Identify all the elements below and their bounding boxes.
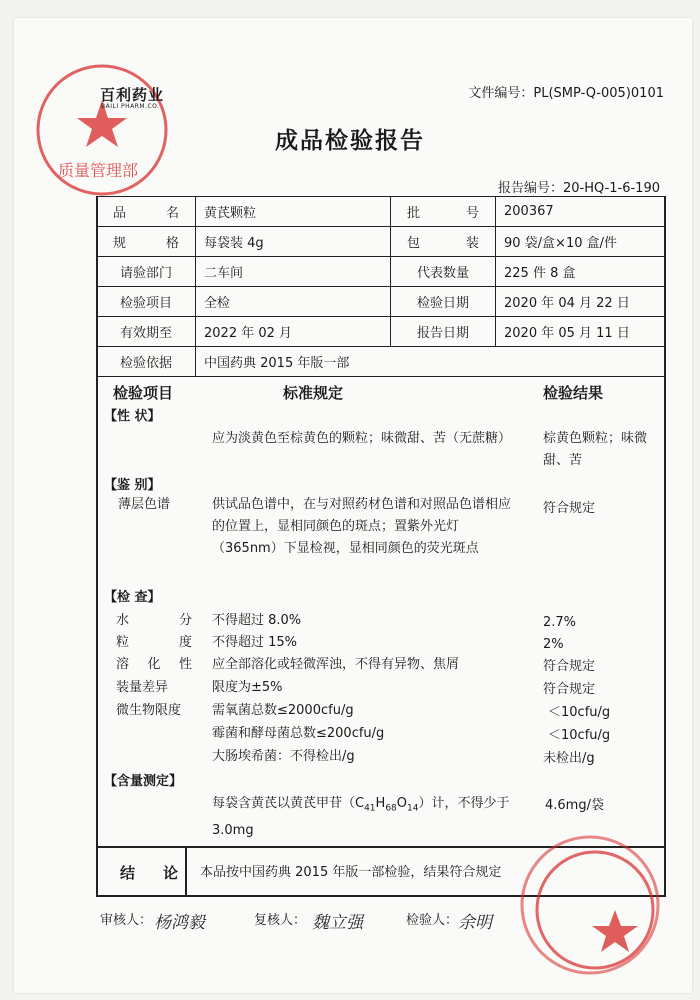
- stamp-left-text: 质量管理部: [58, 161, 139, 180]
- identification-result: 符合规定: [543, 501, 596, 516]
- inspection-result: 2%: [543, 637, 564, 652]
- batch-number: 200367: [496, 197, 666, 227]
- checker-signature: 魏立强: [312, 913, 363, 933]
- inspection-result: ＜10cfu/g: [548, 705, 611, 720]
- section-assay: 【含量测定】: [104, 774, 183, 789]
- conclusion-label: 结 论: [120, 864, 178, 882]
- inspection-result: ＜10cfu/g: [548, 728, 611, 743]
- inspection-item: 水 分: [116, 613, 192, 628]
- inspection-result: 2.7%: [543, 615, 577, 630]
- inspection-standard: 限度为±5%: [212, 680, 283, 695]
- checker-label: 复核人：: [254, 913, 307, 928]
- product-info-table: 品 名 黄芪颗粒 批 号 200367 规 格 每袋装 4g 包 装 90 袋/盒×10 盒/件 请验部门 二车间 代表数量 225 件 8 盒 检验项目 全检 检验日期 2020 年 04 月 22 日 有效期至 2022 年 02 月 报告日期 2020 年 05 月 11 日 检验依据 中国药典 2015 年版一部: [96, 196, 666, 377]
- star-icon: [592, 910, 638, 952]
- product-name: 黄芪颗粒: [196, 197, 391, 227]
- assay-standard: 每袋含黄芪以黄芪甲苷$(C_{41}H_{68}O_{14})$计，不得少于 3.0mg: [212, 796, 510, 838]
- reviewer-label: 审核人：: [100, 913, 153, 928]
- inspection-result: 未检出/g: [543, 751, 595, 766]
- report-number: 报告编号：20-HQ-1-6-190: [497, 181, 660, 196]
- inspection-item: 粒 度: [116, 635, 192, 650]
- column-result: 检验结果: [543, 384, 604, 402]
- inspection-standard: 应全部溶化或轻微浑浊，不得有异物、焦屑: [212, 657, 460, 672]
- appearance-standard: 应为淡黄色至棕黄色的颗粒；味微甜、苦（无蔗糖）: [212, 431, 512, 446]
- identification-standard: 供试品色谱中，在与对照药材色谱和对照品色谱相应的位置上，显相同颜色的斑点；置紫外光灯（365nm）下显检视，显相同颜色的荧光斑点: [212, 497, 512, 556]
- section-appearance: 【性 状】: [104, 409, 161, 424]
- inspection-standard: 大肠埃希菌：不得检出/g: [212, 749, 355, 764]
- inspection-result: 符合规定: [543, 659, 596, 674]
- identification-item: 薄层色谱: [118, 497, 171, 512]
- inspection-result: 符合规定: [543, 682, 596, 697]
- inspector-signature: 余明: [458, 913, 492, 933]
- section-inspection: 【检 查】: [104, 590, 161, 605]
- section-identification: 【鉴 别】: [104, 478, 161, 493]
- inspection-item: 微生物限度: [116, 703, 182, 718]
- column-item: 检验项目: [113, 384, 174, 402]
- page-title: 成品检验报告: [275, 128, 425, 154]
- inspection-item: 溶 化 性: [116, 657, 192, 672]
- company-stamp-right: [515, 830, 665, 980]
- company-logo: 百利药业 BAILI PHARM.CO.: [100, 86, 165, 110]
- inspection-standard: 需氧菌总数≤2000cfu/g: [212, 703, 354, 718]
- assay-result: 4.6mg/袋: [545, 798, 604, 813]
- reviewer-signature: 杨鸿毅: [154, 913, 205, 933]
- inspector-label: 检验人：: [406, 913, 459, 928]
- column-standard: 标准规定: [283, 384, 344, 402]
- document-number: 文件编号：PL(SMP-Q-005)0101: [468, 86, 664, 101]
- inspection-item: 装量差异: [116, 680, 169, 695]
- inspection-standard: 不得超过 15%: [212, 635, 298, 650]
- conclusion-text: 本品按中国药典 2015 年版一部检验，结果符合规定: [200, 865, 502, 880]
- inspection-standard: 霉菌和酵母菌总数≤200cfu/g: [212, 726, 385, 741]
- inspection-standard: 不得超过 8.0%: [212, 613, 302, 628]
- appearance-result: 棕黄色颗粒；味微甜、苦: [543, 431, 648, 468]
